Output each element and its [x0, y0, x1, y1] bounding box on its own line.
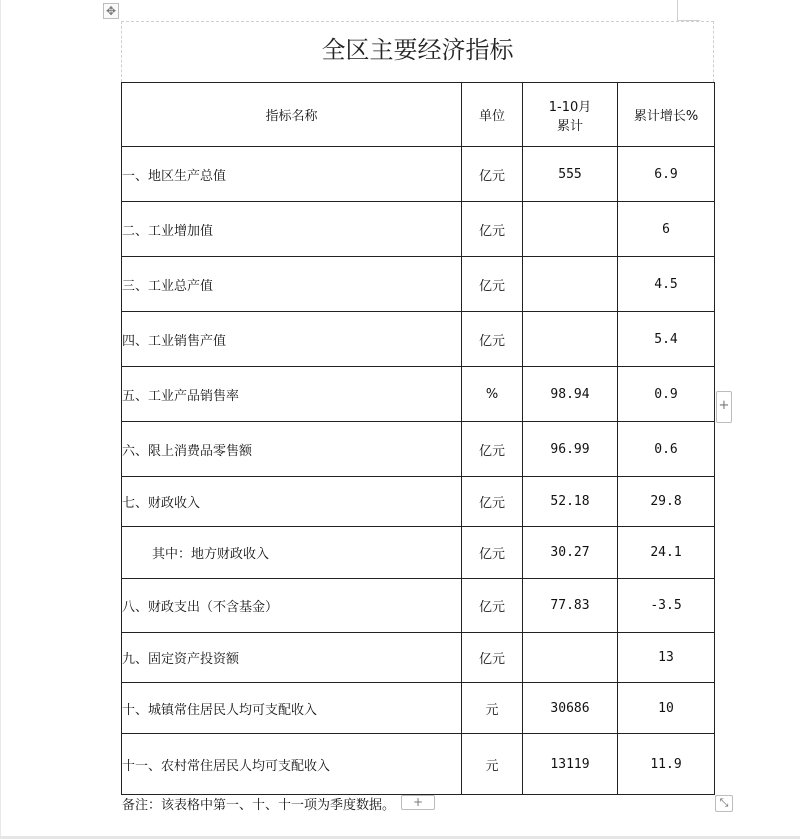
row-unit[interactable]: 亿元 — [462, 147, 523, 202]
row-name[interactable]: 七、财政收入 — [122, 477, 462, 527]
row-ytd[interactable]: 13119 — [523, 734, 618, 795]
row-ytd[interactable]: 77.83 — [523, 579, 618, 633]
table-row — [122, 527, 715, 579]
header-ytd — [523, 83, 618, 147]
row-ytd[interactable]: 555 — [523, 147, 618, 202]
row-growth[interactable]: 24.1 — [618, 527, 715, 579]
table-row — [122, 633, 715, 683]
row-growth[interactable]: 0.6 — [618, 422, 715, 477]
row-ytd[interactable] — [523, 202, 618, 257]
header-ytd-line2: 累计 — [556, 118, 583, 134]
row-unit[interactable]: 亿元 — [462, 202, 523, 257]
table-row — [122, 147, 715, 202]
row-ytd[interactable]: 98.94 — [523, 367, 618, 422]
table-move-icon[interactable]: ✥ — [103, 3, 119, 19]
table-row — [122, 734, 715, 795]
row-unit[interactable]: % — [462, 367, 523, 422]
row-growth[interactable]: 4.5 — [618, 257, 715, 312]
table-row — [122, 312, 715, 367]
row-growth[interactable]: 5.4 — [618, 312, 715, 367]
header-growth: 累计增长% — [618, 83, 715, 147]
table-resize-icon[interactable]: ⤡ — [715, 795, 733, 812]
row-growth[interactable]: 6 — [618, 202, 715, 257]
page-corner-mark — [677, 0, 700, 21]
row-ytd[interactable] — [523, 257, 618, 312]
row-name[interactable]: 二、工业增加值 — [122, 202, 462, 257]
row-unit[interactable]: 亿元 — [462, 633, 523, 683]
indicator-table — [121, 82, 715, 795]
row-name[interactable]: 八、财政支出（不含基金） — [122, 579, 462, 633]
row-growth[interactable]: 10 — [618, 683, 715, 734]
row-ytd[interactable] — [523, 312, 618, 367]
table-row — [122, 422, 715, 477]
row-unit[interactable]: 亿元 — [462, 527, 523, 579]
row-name[interactable]: 三、工业总产值 — [122, 257, 462, 312]
row-ytd[interactable] — [523, 633, 618, 683]
row-name[interactable]: 其中：地方财政收入 — [122, 527, 462, 579]
row-growth[interactable]: 29.8 — [618, 477, 715, 527]
table-row — [122, 579, 715, 633]
header-unit: 单位 — [462, 83, 523, 147]
row-ytd[interactable]: 30686 — [523, 683, 618, 734]
table-row — [122, 683, 715, 734]
row-ytd[interactable]: 52.18 — [523, 477, 618, 527]
page-gutter — [0, 0, 1, 839]
page-title: 全区主要经济指标 — [321, 36, 514, 64]
row-name[interactable]: 一、地区生产总值 — [122, 147, 462, 202]
add-row-icon[interactable]: + — [401, 795, 435, 810]
row-ytd[interactable]: 96.99 — [523, 422, 618, 477]
row-unit[interactable]: 亿元 — [462, 579, 523, 633]
table-row — [122, 367, 715, 422]
header-ytd-line1: 1-10月 — [548, 99, 592, 115]
row-name[interactable]: 九、固定资产投资额 — [122, 633, 462, 683]
table-row — [122, 257, 715, 312]
row-name[interactable]: 十、城镇常住居民人均可支配收入 — [122, 683, 462, 734]
add-column-icon[interactable]: + — [716, 391, 732, 423]
row-name[interactable]: 五、工业产品销售率 — [122, 367, 462, 422]
row-unit[interactable]: 元 — [462, 734, 523, 795]
row-name[interactable]: 六、限上消费品零售额 — [122, 422, 462, 477]
header-name: 指标名称 — [122, 83, 462, 147]
row-name[interactable]: 十一、农村常住居民人均可支配收入 — [122, 734, 462, 795]
row-ytd[interactable]: 30.27 — [523, 527, 618, 579]
row-unit[interactable]: 亿元 — [462, 312, 523, 367]
row-growth[interactable]: 6.9 — [618, 147, 715, 202]
row-unit[interactable]: 亿元 — [462, 257, 523, 312]
row-growth[interactable]: -3.5 — [618, 579, 715, 633]
table-row — [122, 477, 715, 527]
row-growth[interactable]: 0.9 — [618, 367, 715, 422]
row-name[interactable]: 四、工业销售产值 — [122, 312, 462, 367]
header-row — [122, 83, 715, 147]
table-row — [122, 202, 715, 257]
table-note: 备注：该表格中第一、十、十一项为季度数据。 — [122, 798, 396, 813]
row-growth[interactable]: 13 — [618, 633, 715, 683]
row-unit[interactable]: 元 — [462, 683, 523, 734]
row-growth[interactable]: 11.9 — [618, 734, 715, 795]
row-unit[interactable]: 亿元 — [462, 422, 523, 477]
row-unit[interactable]: 亿元 — [462, 477, 523, 527]
